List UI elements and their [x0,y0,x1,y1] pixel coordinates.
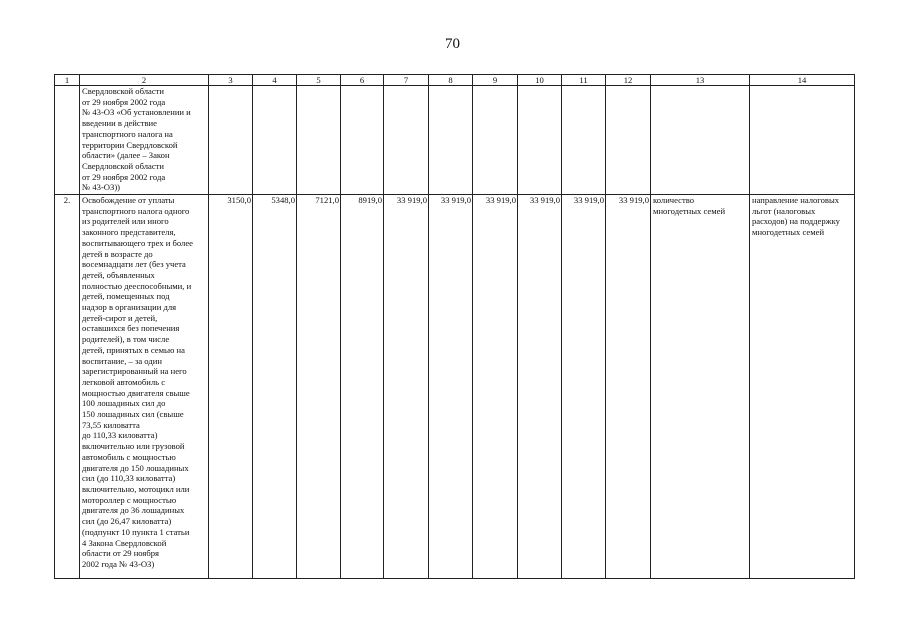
column-header: 13 [651,75,750,86]
value-cell [473,86,518,195]
column-header: 5 [297,75,341,86]
column-header: 3 [209,75,253,86]
row-description: Свердловской области от 29 ноября 2002 года № 43-ОЗ «Об установлении и введении в действие транспортного налога на территории Свердловской области» (далее – Закон Свердловской области от 29 ноября 2002 года № 43-ОЗ)) [80,86,209,195]
row-number: 2. [55,195,80,579]
value-cell [209,86,253,195]
value-cell: 3150,0 [209,195,253,579]
value-cell: 33 919,0 [429,195,473,579]
value-cell: 33 919,0 [473,195,518,579]
value-cell [429,86,473,195]
column-number-row [55,75,855,86]
column-header: 4 [253,75,297,86]
column-header: 6 [341,75,384,86]
value-cell [562,86,606,195]
column-header: 10 [518,75,562,86]
column-header: 7 [384,75,429,86]
value-cell [297,86,341,195]
column-header: 14 [750,75,855,86]
page-number: 70 [445,36,460,52]
value-cell: 33 919,0 [606,195,651,579]
column-header: 9 [473,75,518,86]
value-cell: 33 919,0 [562,195,606,579]
indicator-cell [651,86,750,195]
value-cell [253,86,297,195]
value-cell: 33 919,0 [384,195,429,579]
table-row [55,86,855,195]
value-cell [606,86,651,195]
direction-cell [750,86,855,195]
value-cell: 5348,0 [253,195,297,579]
value-cell [384,86,429,195]
value-cell: 7121,0 [297,195,341,579]
column-header: 11 [562,75,606,86]
indicator-cell: количество многодетных семей [651,195,750,579]
value-cell [518,86,562,195]
column-header: 1 [55,75,80,86]
document-table [54,74,855,579]
value-cell: 33 919,0 [518,195,562,579]
row-number [55,86,80,195]
column-header: 2 [80,75,209,86]
direction-cell: направление налоговых льгот (налоговых расходов) на поддержку многодетных семей [750,195,855,579]
column-header: 12 [606,75,651,86]
value-cell: 8919,0 [341,195,384,579]
value-cell [341,86,384,195]
row-description: Освобождение от уплаты транспортного налога одного из родителей или иного законного представителя, воспитывающего трех и более детей в возрасте до восемнадцати лет (без учета детей, объявленных полностью дееспособными, и детей, помещенных под надзор в организации для детей-сирот и детей, оставшихся без попечения родителей), в том числе детей, принятых в семью на воспитание, – за один зарегистрированный на него легковой автомобиль с мощностью двигателя свыше 100 лошадиных сил до 150 лошадиных сил (свыше 73,55 киловатта до 110,33 киловатта) включительно или грузовой автомобиль с мощностью двигателя до 150 лошадиных сил (до 110,33 киловатта) включительно, мотоцикл или мотороллер с мощностью двигателя до 36 лошадиных сил (до 26,47 киловатта) (подпункт 10 пункта 1 статьи 4 Закона Свердловской области от 29 ноября 2002 года № 43-ОЗ) [80,195,209,579]
column-header: 8 [429,75,473,86]
table-row [55,195,855,579]
